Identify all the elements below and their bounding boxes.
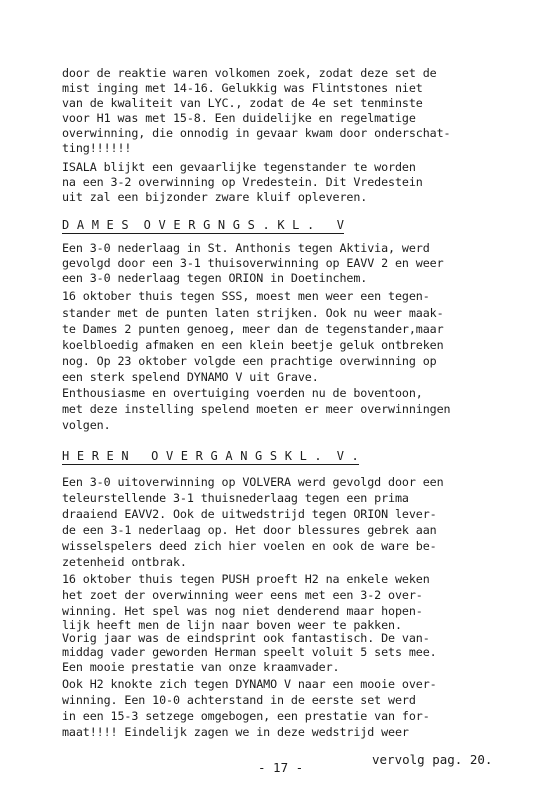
- text-line: 16 oktober thuis tegen SSS, moest men weer een tegen-: [62, 289, 430, 303]
- text-line: door de reaktie waren volkomen zoek, zodat deze set de: [62, 66, 437, 80]
- text-line: voor H1 was met 15-8. Een duidelijke en regelmatige: [62, 111, 416, 125]
- text-line: lijk heeft men de lijn naar boven weer te pakken.: [62, 618, 402, 632]
- text-line: met deze instelling spelend moeten er meer overwinningen: [62, 402, 451, 416]
- section-heading-dames: D A M E S O V E R G N G S . K L . V: [62, 218, 345, 232]
- continued-note: vervolg pag. 20.: [372, 752, 493, 767]
- text-line: Enthousiasme en overtuiging voerden nu de boventoon,: [62, 386, 423, 400]
- text-line: overwinning, die onnodig in gevaar kwam door onderschat-: [62, 126, 451, 140]
- text-line: Een mooie prestatie van onze kraamvader.: [62, 660, 340, 674]
- text-line: Een 3-0 uitoverwinning op VOLVERA werd gevolgd door een: [62, 475, 444, 489]
- text-line: te Dames 2 punten genoeg, meer dan de tegenstander,maar: [62, 322, 444, 336]
- text-line: draaiend EAVV2. Ook de uitwedstrijd tegen ORION lever-: [62, 507, 437, 521]
- text-line: stander met de punten laten strijken. Ook nu weer maak-: [62, 306, 444, 320]
- text-line: winning. Het spel was nog niet denderend maar hopen-: [62, 604, 423, 618]
- text-line: Een 3-0 nederlaag in St. Anthonis tegen Aktivia, werd: [62, 241, 430, 255]
- text-line: gevolgd door een 3-1 thuisoverwinning op EAVV 2 en weer: [62, 256, 444, 270]
- text-line: van de kwaliteit van LYC., zodat de 4e set tenminste: [62, 96, 423, 110]
- text-line: mist inging met 14-16. Gelukkig was Flintstones niet: [62, 81, 423, 95]
- text-line: zetenheid ontbrak.: [62, 555, 187, 569]
- text-line: het zoet der overwinning weer eens met een 3-2 over-: [62, 588, 423, 602]
- text-line: 16 oktober thuis tegen PUSH proeft H2 na enkele weken: [62, 572, 430, 586]
- text-line: ting!!!!!!: [62, 141, 132, 155]
- text-line: Vorig jaar was de eindsprint ook fantastisch. De van-: [62, 631, 430, 645]
- page-number: - 17 -: [258, 760, 304, 775]
- text-line: na een 3-2 overwinning op Vredestein. Dit Vredestein: [62, 175, 423, 189]
- text-line: koelbloedig afmaken en een klein beetje geluk ontbreken: [62, 338, 444, 352]
- text-line: Ook H2 knokte zich tegen DYNAMO V naar een mooie over-: [62, 677, 437, 691]
- text-line: ISALA blijkt een gevaarlijke tegenstander te worden: [62, 160, 416, 174]
- text-line: uit zal een bijzonder zware kluif opleveren.: [62, 190, 368, 204]
- text-line: middag vader geworden Herman speelt voluit 5 sets mee.: [62, 645, 437, 659]
- text-line: maat!!!! Eindelijk zagen we in deze wedstrijd weer: [62, 725, 409, 739]
- section-heading-heren: H E R E N O V E R G A N G S K L . V .: [62, 449, 359, 463]
- text-line: winning. Een 10-0 achterstand in de eerste set werd: [62, 693, 416, 707]
- text-line: volgen.: [62, 418, 111, 432]
- text-line: een sterk spelend DYNAMO V uit Grave.: [62, 370, 319, 384]
- text-line: een 3-0 nederlaag tegen ORION in Doetinchem.: [62, 271, 368, 285]
- text-line: in een 15-3 setzege omgebogen, een prestatie van for-: [62, 709, 430, 723]
- text-line: nog. Op 23 oktober volgde een prachtige overwinning op: [62, 354, 437, 368]
- text-line: teleurstellende 3-1 thuisnederlaag tegen een prima: [62, 491, 409, 505]
- text-line: wisselspelers deed zich hier voelen en ook de ware be-: [62, 539, 437, 553]
- text-line: de een 3-1 nederlaag op. Het door blessures gebrek aan: [62, 523, 437, 537]
